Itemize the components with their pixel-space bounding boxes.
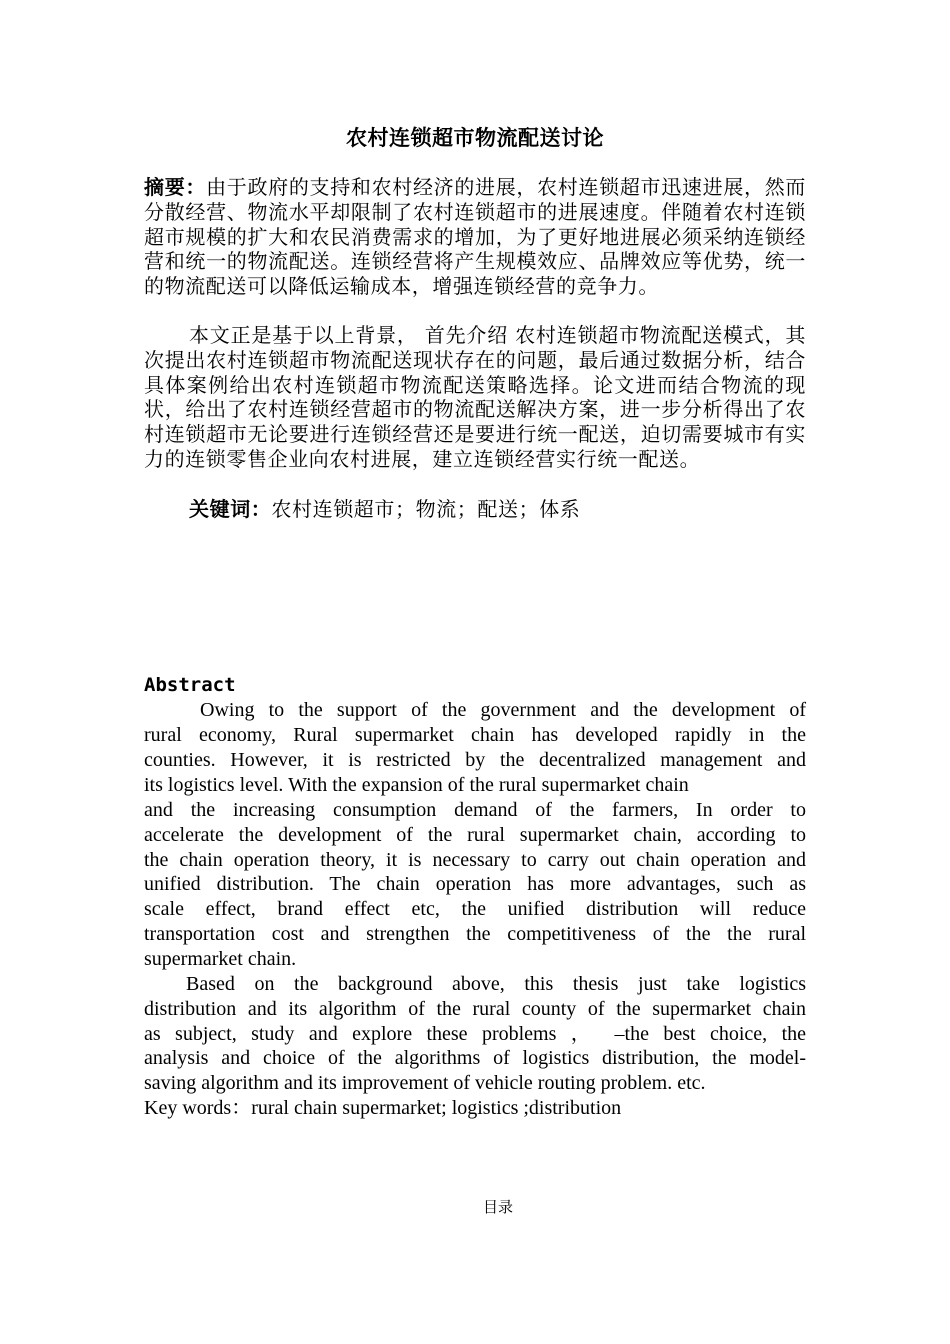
english-abstract-heading: Abstract [144,674,236,696]
text-line: Based on the background above, this thesis just take logistics [186,973,806,995]
english-abstract-paragraph-1 [144,698,806,772]
text-line: transportation cost and strengthen the competitiveness of the the rural [144,922,806,945]
english-keywords-label: Key words： [144,1097,252,1119]
table-of-contents-label: 目录 [482,1198,513,1216]
text-line: Owing to the support of the government and the development of [200,699,806,721]
chinese-abstract-paragraph-2: 本文正是基于以上背景， 首先介绍 农村连锁超市物流配送模式，其次提出农村连锁超市物流配送现状存在的问题，最后通过数据分析，结合具体案例给出农村连锁超市物流配送策略选择。论文进而结合物流的现状，给出了农村连锁经营超市的物流配送解决方案，进一步分析得出了农村连锁超市无论要进行连锁经营还是要进行统一配送，迫切需要城市有实力的连锁零售企业向农村进展，建立连锁经营实行统一配送。 [144,323,806,471]
text-line: counties. However, it is restricted by the decentralized management and [144,748,806,771]
text-line: unified distribution. The chain operation has more advantages, such as [144,873,806,896]
text-line: and the increasing consumption demand of the farmers, In order to [144,799,806,821]
text-line: accelerate the development of the rural supermarket chain, according to [144,823,806,846]
document-title: 农村连锁超市物流配送讨论 [346,126,604,150]
text-line: the chain operation theory, it is necessary to carry out chain operation and [144,848,806,871]
chinese-abstract-text: 由于政府的支持和农村经济的进展，农村连锁超市迅速进展，然而分散经营、物流水平却限制了农村连锁超市的进展速度。伴随着农村连锁超市规模的扩大和农民消费需求的增加，为了更好地进展必须采纳连锁经营和统一的物流配送。连锁经营将产生规模效应、品牌效应等优势，统一的物流配送可以降低运输成本，增强连锁经营的竞争力。 [144,175,806,299]
chinese-abstract [144,175,806,299]
text-line: distribution and its algorithm of the rural county of the supermarket chain [144,997,806,1020]
text-line: saving algorithm and its improvement of vehicle routing problem. etc. [144,1072,706,1095]
english-abstract-paragraph-2 [144,798,806,972]
english-keywords-text: rural chain supermarket; logistics ;distribution [251,1097,622,1119]
chinese-abstract-label: 摘要： [144,175,207,199]
text-line: supermarket chain. [144,947,297,970]
text-line: its logistics level. With the expansion of the rural supermarket chain [144,774,689,796]
text-line: scale effect, brand effect etc, the unified distribution will reduce [144,898,806,921]
english-abstract-paragraph-3 [144,972,806,1096]
chinese-keywords [189,497,806,522]
text-line: rural economy, Rural supermarket chain has developed rapidly in the [144,723,806,746]
english-keywords [144,1096,806,1121]
text-line: as subject, study and explore these problems ， –the best choice, the [144,1022,806,1045]
english-abstract-paragraph-1-end [144,773,806,798]
chinese-keywords-text: 农村连锁超市；物流；配送；体系 [271,497,581,521]
text-line: analysis and choice of the algorithms of logistics distribution, the model- [144,1047,806,1070]
chinese-keywords-label: 关键词： [189,497,272,521]
